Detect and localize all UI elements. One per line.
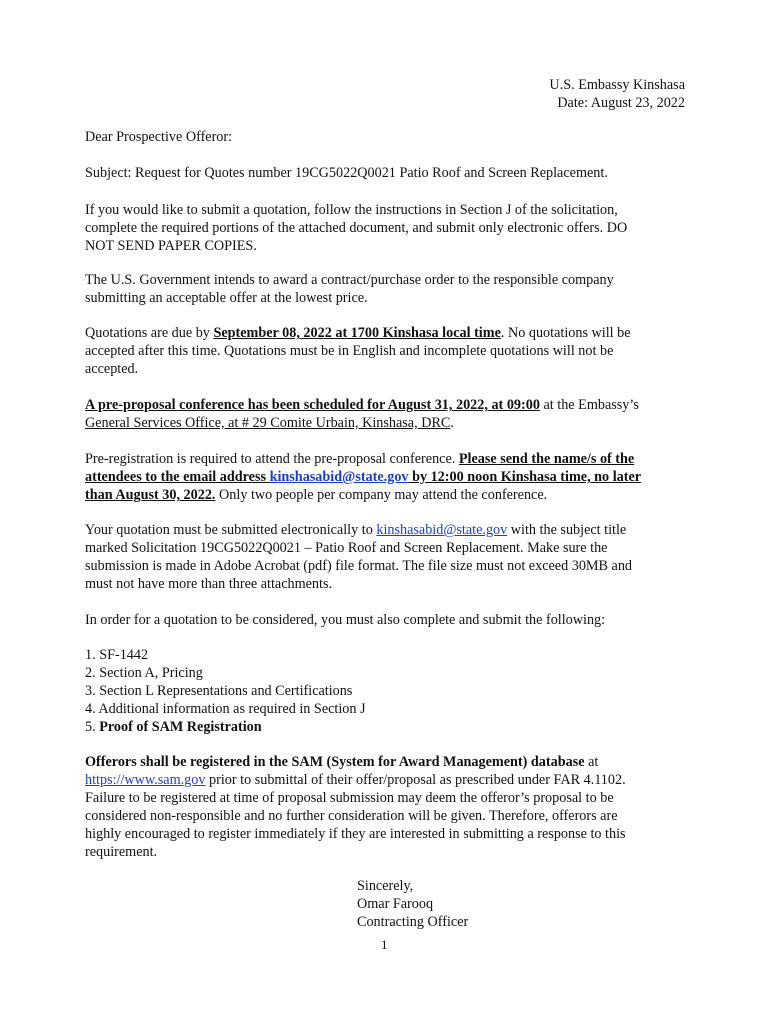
list-item [85, 718, 685, 736]
salutation-text: Dear Prospective Offeror: [85, 129, 233, 145]
paragraph-line [85, 753, 685, 771]
text-run: Quotations are due by [85, 325, 214, 341]
paragraph-sam-registration [85, 753, 685, 861]
email-link[interactable]: kinshasabid@state.gov [376, 522, 508, 538]
paragraph-conference [85, 396, 685, 432]
prereg-emphasis: attendees to the email address [85, 469, 270, 485]
paragraph-line: marked Solicitation 19CG5022Q0021 – Patio Roof and Screen Replacement. Make sure the [85, 540, 608, 556]
sender-office: U.S. Embassy Kinshasa [549, 77, 685, 93]
paragraph-line: requirement. [85, 844, 158, 860]
list-item: 4. Additional information as required in Section J [85, 701, 366, 717]
text-run: Pre-registration is required to attend the pre-proposal conference. [85, 451, 459, 467]
paragraph-line: NOT SEND PAPER COPIES. [85, 238, 257, 254]
paragraph-line: must not have more than three attachments. [85, 576, 333, 592]
email-link[interactable]: kinshasabid@state.gov [269, 469, 409, 485]
paragraph-preregistration [85, 450, 685, 504]
paragraph-line [85, 771, 685, 789]
list-item-number: 5. [85, 719, 100, 735]
sam-emphasis: Offerors shall be registered in the SAM (System for Award Management) database [85, 754, 585, 770]
paragraph-line: accepted after this time. Quotations must be in English and incomplete quotations will not be [85, 343, 614, 359]
paragraph-line: complete the required portions of the attached document, and submit only electronic offers. DO [85, 220, 628, 236]
conference-emphasis: A pre-proposal conference has been scheduled for August 31, 2022, at 09:00 [85, 397, 540, 413]
text-run: Your quotation must be submitted electronically to [85, 522, 377, 538]
subject-text: Subject: Request for Quotes number 19CG5022Q0021 Patio Roof and Screen Replacement. [85, 165, 608, 181]
paragraph-line: The U.S. Government intends to award a contract/purchase order to the responsible company [85, 272, 614, 288]
prereg-emphasis: by 12:00 noon Kinshasa time, no later [408, 469, 642, 485]
list-item: 3. Section L Representations and Certifications [85, 683, 353, 699]
prereg-deadline: than August 30, 2022. [85, 487, 216, 503]
conference-location: General Services Office, at # 29 Comite Urbain, Kinshasa, DRC [85, 415, 451, 431]
signature-closing: Sincerely, [357, 878, 414, 894]
paragraph-line: If you would like to submit a quotation, follow the instructions in Section J of the solicitation, [85, 202, 618, 218]
list-item: 2. Section A, Pricing [85, 665, 203, 681]
text-run: with the subject title [507, 522, 627, 538]
paragraph-award [85, 271, 685, 307]
signatory-name: Omar Farooq [357, 896, 434, 912]
subject-line [85, 164, 685, 182]
prereg-emphasis: Please send the name/s of the [458, 451, 635, 467]
paragraph-line [85, 486, 685, 504]
text-run: . [450, 415, 454, 431]
text-run: . No quotations will be [500, 325, 631, 341]
paragraph-submission [85, 521, 685, 593]
due-date-emphasis: September 08, 2022 at 1700 Kinshasa local time [213, 325, 501, 341]
list-item-label: Proof of SAM Registration [99, 719, 262, 735]
paragraph-line [85, 521, 685, 539]
paragraph-line: In order for a quotation to be considered, you must also complete and submit the following: [85, 612, 606, 628]
paragraph-line [85, 468, 685, 486]
paragraph-line: submitting an acceptable offer at the lowest price. [85, 290, 368, 306]
required-items-list [85, 646, 685, 736]
signatory-title: Contracting Officer [357, 914, 469, 930]
text-run: at [584, 754, 599, 770]
paragraph-requirements-intro [85, 611, 685, 629]
paragraph-instructions [85, 201, 685, 255]
paragraph-line: highly encouraged to register immediately if they are interested in submitting a response to this [85, 826, 626, 842]
paragraph-line: Failure to be registered at time of proposal submission may deem the offeror’s proposal to be [85, 790, 614, 806]
paragraph-line [85, 414, 685, 432]
paragraph-line: submission is made in Adobe Acrobat (pdf) file format. The file size must not exceed 30MB and [85, 558, 633, 574]
paragraph-line [85, 450, 685, 468]
paragraph-due-date [85, 324, 685, 378]
paragraph-line: accepted. [85, 361, 139, 377]
salutation [85, 128, 685, 146]
page-number: 1 [381, 937, 388, 952]
paragraph-line [85, 396, 685, 414]
letter-header [549, 76, 685, 112]
sam-link[interactable]: https://www.sam.gov [85, 772, 206, 788]
list-item: 1. SF-1442 [85, 647, 149, 663]
letter-date: Date: August 23, 2022 [557, 95, 685, 111]
text-run: prior to submittal of their offer/proposal as prescribed under FAR 4.1102. [205, 772, 626, 788]
text-run: at the Embassy’s [539, 397, 639, 413]
text-run: Only two people per company may attend the conference. [215, 487, 548, 503]
paragraph-line: considered non-responsible and no further consideration will be given. Therefore, offerors are [85, 808, 618, 824]
signature-block [357, 877, 468, 931]
paragraph-line [85, 324, 685, 342]
